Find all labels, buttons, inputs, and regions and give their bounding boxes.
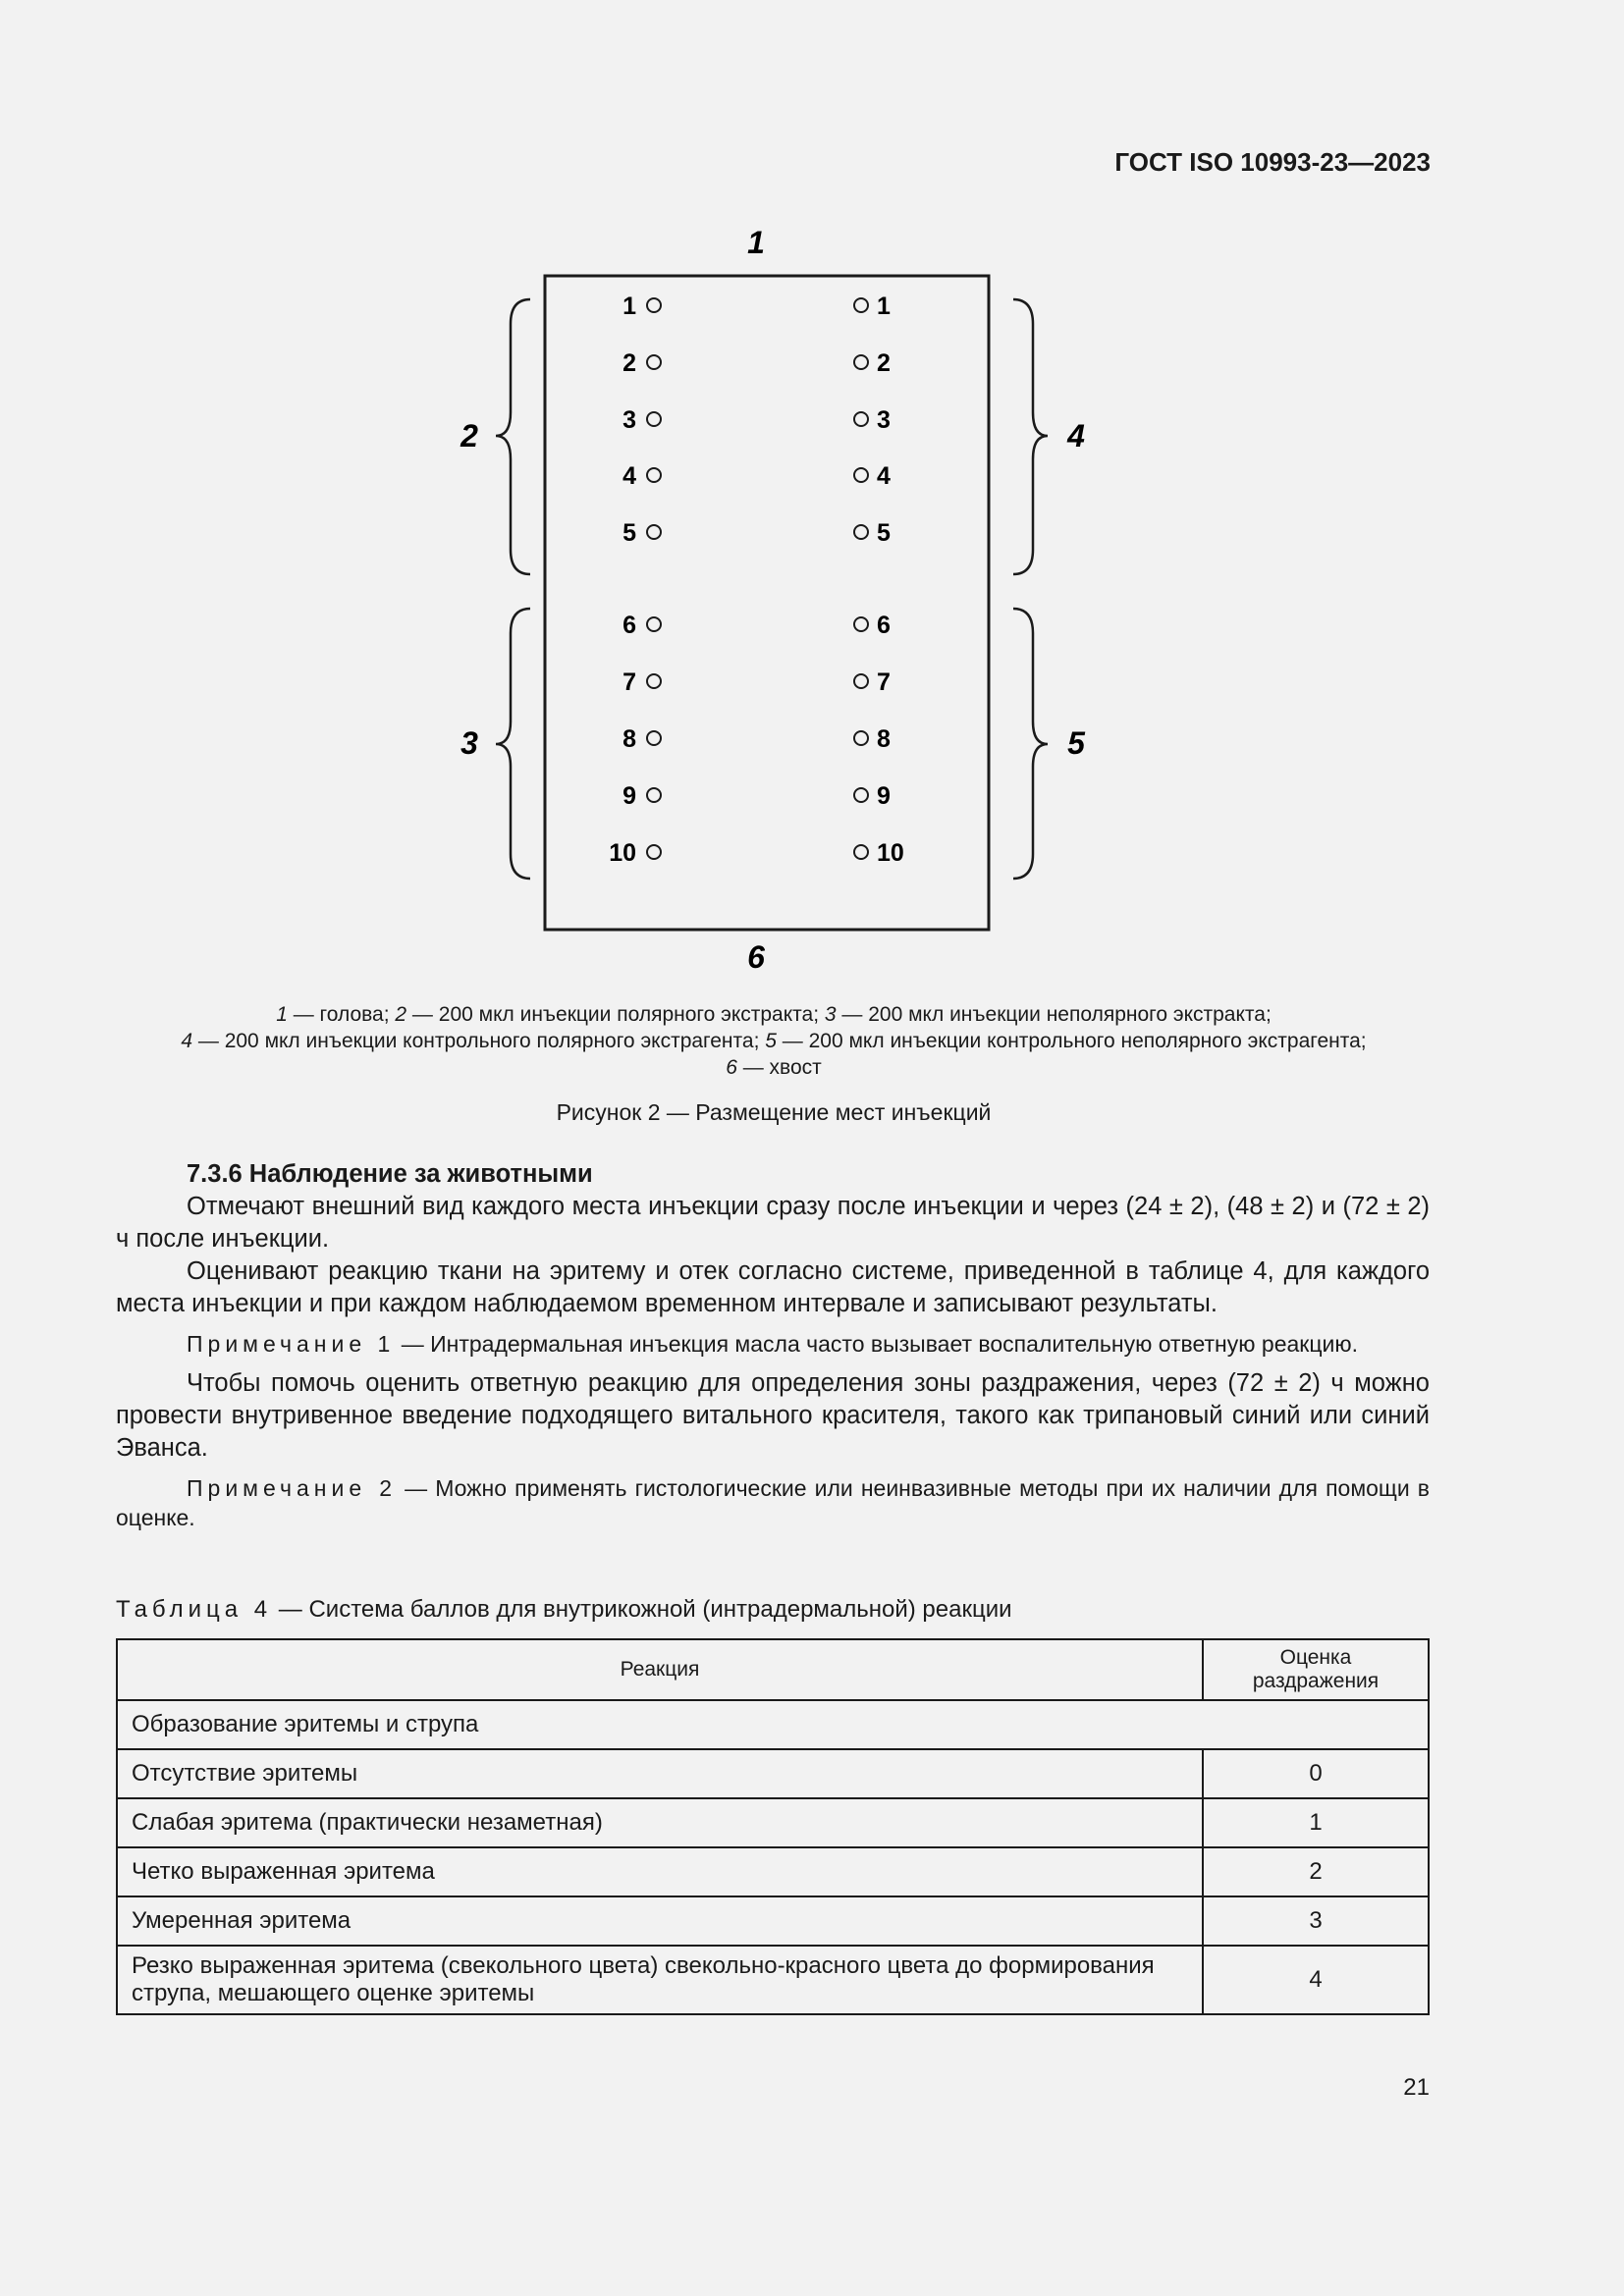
site-label-left: 2 <box>623 349 636 377</box>
paragraph-3: Чтобы помочь оценить ответную реакцию для определения зоны раздражения, через (72 ± 2) ч можно провести внутривенное введение подходящего витального красителя, такого как трипановый синий или синий Эванса. <box>116 1369 1430 1462</box>
table-row <box>117 1847 1429 1896</box>
table-header-row <box>117 1639 1429 1700</box>
legend-line-2 <box>116 1028 1432 1054</box>
site-label-left: 4 <box>623 462 636 490</box>
table-title <box>116 1596 1012 1624</box>
injection-site-diagram <box>0 0 1624 982</box>
table-row <box>117 1896 1429 1946</box>
note-1-label: Примечание 1 <box>187 1331 396 1357</box>
injection-site-marker <box>854 845 868 859</box>
reaction-cell: Умеренная эритема <box>117 1896 1203 1946</box>
score-cell: 0 <box>1203 1749 1429 1798</box>
paragraph-2: Оценивают реакцию ткани на эритему и отек согласно системе, приведенной в таблице 4, для каждого места инъекции и при каждом наблюдаемом временном интервале и записывают результаты. <box>116 1257 1430 1317</box>
site-label-right: 3 <box>877 406 891 434</box>
site-label-right: 8 <box>877 725 891 753</box>
legend-text-1: — голова; <box>287 1003 396 1026</box>
brace-left-bottom <box>496 609 530 879</box>
callout-head: 1 <box>747 225 765 260</box>
table-row <box>117 1946 1429 2014</box>
site-label-right: 7 <box>877 668 891 696</box>
legend-key-5: 5 <box>765 1030 777 1052</box>
score-cell: 2 <box>1203 1847 1429 1896</box>
site-label-right: 4 <box>877 462 891 490</box>
page-number: 21 <box>1403 2074 1430 2101</box>
injection-site-marker <box>854 468 868 482</box>
injection-site-marker <box>647 525 661 539</box>
legend-key-3: 3 <box>824 1003 837 1026</box>
site-label-left: 7 <box>623 668 636 696</box>
injection-site-marker <box>854 674 868 688</box>
section-body <box>116 1158 1430 1541</box>
table-title-label: Таблица 4 <box>116 1596 273 1623</box>
injection-site-marker <box>647 412 661 426</box>
scoring-table <box>116 1638 1430 2015</box>
note-2-label: Примечание 2 <box>187 1475 398 1501</box>
reaction-cell: Четко выраженная эритема <box>117 1847 1203 1896</box>
injection-site-marker <box>854 412 868 426</box>
callout-tail: 6 <box>747 939 765 975</box>
figure-legend <box>116 1001 1432 1081</box>
injection-site-marker <box>647 298 661 312</box>
reaction-cell: Слабая эритема (практически незаметная) <box>117 1798 1203 1847</box>
column-header-reaction: Реакция <box>117 1639 1203 1700</box>
paragraph-1: Отмечают внешний вид каждого места инъекции сразу после инъекции и через (24 ± 2), (48 ± 2) и (72 ± 2) ч после инъекции. <box>116 1193 1430 1253</box>
legend-key-6: 6 <box>726 1056 737 1079</box>
legend-text-6: — хвост <box>736 1056 822 1079</box>
injection-site-marker <box>854 731 868 745</box>
brace-left-top <box>496 299 530 574</box>
legend-key-1: 1 <box>276 1003 288 1026</box>
legend-text-4: — 200 мкл инъекции контрольного полярного экстрагента; <box>192 1030 766 1052</box>
legend-text-3: — 200 мкл инъекции неполярного экстракта; <box>836 1003 1272 1026</box>
figure-caption: Рисунок 2 — Размещение мест инъекций <box>556 1099 992 1125</box>
table-title-text: — Система баллов для внутрикожной (интрадермальной) реакции <box>272 1596 1012 1623</box>
score-cell: 3 <box>1203 1896 1429 1946</box>
callout-right-top-group: 4 <box>1067 418 1085 454</box>
injection-sites <box>609 293 904 867</box>
injection-site-marker <box>647 674 661 688</box>
callout-left-top-group: 2 <box>460 418 478 454</box>
reaction-cell: Отсутствие эритемы <box>117 1749 1203 1798</box>
site-label-left: 10 <box>609 839 636 867</box>
injection-site-marker <box>854 788 868 802</box>
note-2 <box>116 1473 1430 1532</box>
site-label-left: 6 <box>623 612 636 639</box>
injection-site-marker <box>647 617 661 631</box>
site-label-right: 5 <box>877 519 891 547</box>
site-label-right: 1 <box>877 293 891 320</box>
table-row <box>117 1749 1429 1798</box>
site-label-right: 6 <box>877 612 891 639</box>
reaction-cell: Резко выраженная эритема (свекольного цвета) свекольно-красного цвета до формирования струпа, мешающего оценке эритемы <box>117 1946 1203 2014</box>
brace-right-top <box>1013 299 1048 574</box>
table-row <box>117 1798 1429 1847</box>
site-label-right: 10 <box>877 839 904 867</box>
column-header-score: Оценка раздражения <box>1203 1639 1429 1700</box>
animal-outline <box>545 276 989 930</box>
site-label-left: 8 <box>623 725 636 753</box>
site-label-left: 3 <box>623 406 636 434</box>
injection-site-marker <box>647 355 661 369</box>
score-cell: 4 <box>1203 1946 1429 2014</box>
site-label-right: 9 <box>877 782 891 810</box>
injection-site-marker <box>647 845 661 859</box>
section-heading: 7.3.6 Наблюдение за животными <box>187 1160 593 1188</box>
group-label: Образование эритемы и струпа <box>117 1700 1429 1749</box>
table-group-row <box>117 1700 1429 1749</box>
score-cell: 1 <box>1203 1798 1429 1847</box>
site-label-left: 1 <box>623 293 636 320</box>
legend-text-2: — 200 мкл инъекции полярного экстракта; <box>406 1003 825 1026</box>
injection-site-marker <box>854 355 868 369</box>
legend-line-1 <box>116 1001 1432 1028</box>
note-2-text: — Можно применять гистологические или неинвазивные методы при их наличии для помощи в оценке. <box>116 1475 1430 1530</box>
brace-right-bottom <box>1013 609 1048 879</box>
legend-line-3 <box>116 1054 1432 1081</box>
injection-site-marker <box>647 731 661 745</box>
injection-site-marker <box>647 468 661 482</box>
note-1 <box>116 1329 1430 1359</box>
site-label-left: 5 <box>623 519 636 547</box>
legend-key-4: 4 <box>181 1030 193 1052</box>
injection-site-marker <box>854 525 868 539</box>
note-1-text: — Интрадермальная инъекция масла часто вызывает воспалительную ответную реакцию. <box>395 1331 1359 1357</box>
callout-right-bottom-group: 5 <box>1067 725 1085 761</box>
site-label-left: 9 <box>623 782 636 810</box>
callout-left-bottom-group: 3 <box>460 725 478 761</box>
injection-site-marker <box>647 788 661 802</box>
legend-key-2: 2 <box>395 1003 407 1026</box>
legend-text-5: — 200 мкл инъекции контрольного неполярного экстрагента; <box>776 1030 1367 1052</box>
injection-site-marker <box>854 298 868 312</box>
injection-site-marker <box>854 617 868 631</box>
site-label-right: 2 <box>877 349 891 377</box>
document-header: ГОСТ ISO 10993-23—2023 <box>1114 147 1431 177</box>
